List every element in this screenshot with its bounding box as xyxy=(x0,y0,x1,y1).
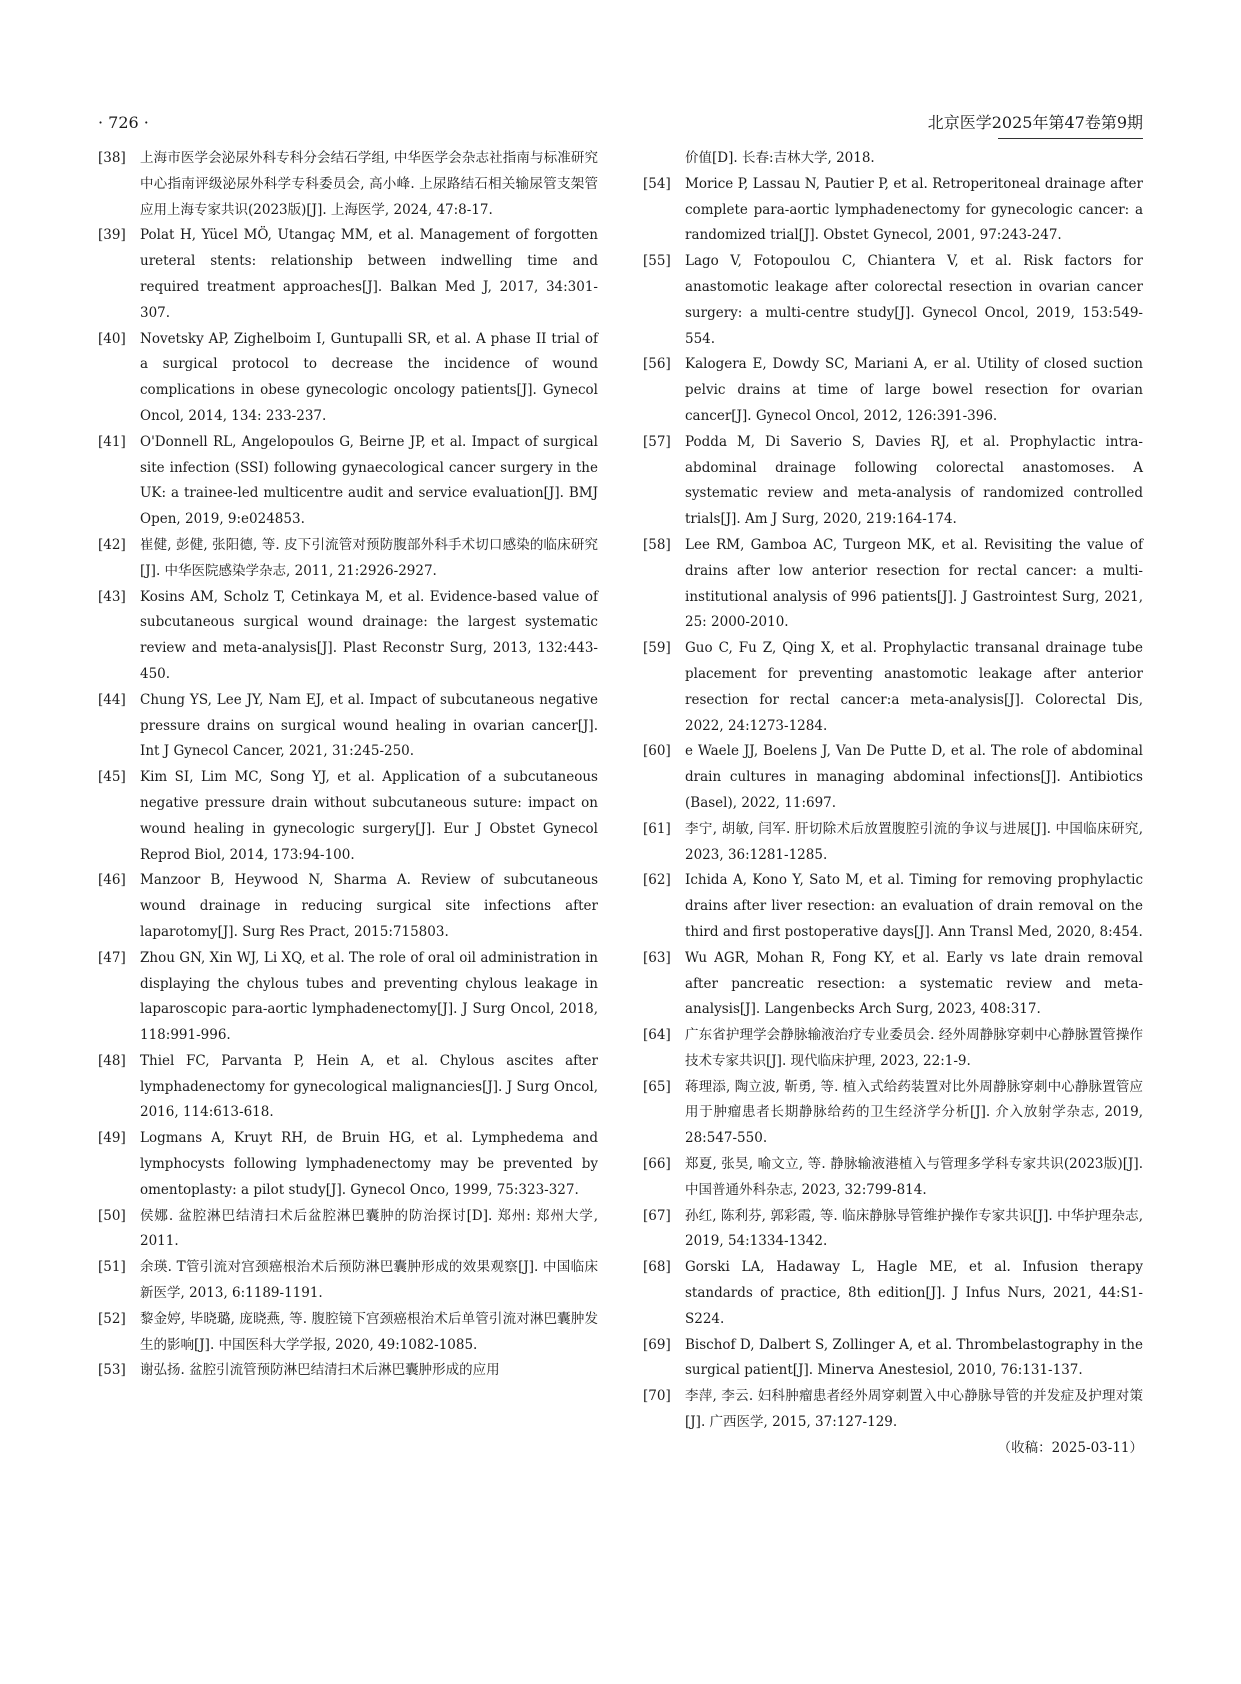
reference-number: [46] xyxy=(98,872,126,889)
reference-text: Podda M, Di Saverio S, Davies RJ, et al. Prophylactic intra-abdominal drainage following colorectal anastomoses. A systematic review and meta-analysis of randomized controlled trials[J]. Am J Surg, 2020, 219:164-174. xyxy=(685,433,1143,528)
reference-item xyxy=(98,946,598,1049)
reference-text: 价值[D]. 长春:吉林大学, 2018. xyxy=(685,150,875,166)
reference-number: [62] xyxy=(643,872,671,889)
reference-number: [59] xyxy=(643,640,671,657)
reference-item xyxy=(643,430,1143,533)
reference-item xyxy=(643,1075,1143,1152)
reference-number: [66] xyxy=(643,1156,671,1173)
reference-number: [53] xyxy=(98,1362,126,1379)
reference-number: [48] xyxy=(98,1052,126,1069)
reference-text: Kosins AM, Scholz T, Cetinkaya M, et al. Evidence-based value of subcutaneous surgical wound drainage: the largest systematic review and meta-analysis[J]. Plast Reconstr Surg, 2013, 132:443-450. xyxy=(140,588,598,682)
reference-text: 上海市医学会泌尿外科专科分会结石学组, 中华医学会杂志社指南与标准研究中心指南评级泌尿外科学专科委员会, 高小峰. 上尿路结石相关输尿管支架管应用上海专家共识(2023版)[J]. 上海医学, 2024, 47:8-17. xyxy=(140,150,598,218)
reference-item xyxy=(98,585,598,688)
reference-item xyxy=(98,430,598,533)
reference-item xyxy=(98,533,598,585)
right-column-references xyxy=(643,146,1143,1462)
reference-text: 谢弘扬. 盆腔引流管预防淋巴结清扫术后淋巴囊肿形成的应用 xyxy=(140,1362,500,1379)
journal-title: 北京医学2025年第47卷第9期 xyxy=(927,113,1143,132)
reference-number: [63] xyxy=(643,949,671,966)
reference-item xyxy=(643,868,1143,945)
reference-number: [70] xyxy=(643,1388,671,1405)
page-number: · 726 · xyxy=(98,113,149,132)
reference-number: [49] xyxy=(98,1130,126,1147)
reference-item xyxy=(98,1204,598,1256)
reference-text: Kalogera E, Dowdy SC, Mariani A, er al. Utility of closed suction pelvic drains at time of large bowel resection for ovarian cancer[J]. Gynecol Oncol, 2012, 126:391-396. xyxy=(685,356,1143,424)
reference-text: e Waele JJ, Boelens J, Van De Putte D, et al. The role of abdominal drain cultures in managing abdominal infections[J]. Antibiotics (Basel), 2022, 11:697. xyxy=(685,743,1143,811)
reference-text: 余瑛. T管引流对宫颈癌根治术后预防淋巴囊肿形成的效果观察[J]. 中国临床新医学, 2013, 6:1189-1191. xyxy=(140,1259,598,1302)
reference-item xyxy=(643,1152,1143,1204)
reference-number: [67] xyxy=(643,1207,671,1224)
reference-text: 侯娜. 盆腔淋巴结清扫术后盆腔淋巴囊肿的防治探讨[D]. 郑州: 郑州大学, 2011. xyxy=(140,1207,598,1250)
reference-item xyxy=(643,249,1143,352)
reference-text: Gorski LA, Hadaway L, Hagle ME, et al. Infusion therapy standards of practice, 8th edition[J]. J Infus Nurs, 2021, 44:S1-S224. xyxy=(685,1259,1143,1327)
reference-text: Wu AGR, Mohan R, Fong KY, et al. Early vs late drain removal after pancreatic resection: a systematic review and meta-analysis[J]. Langenbecks Arch Surg, 2023, 408:317. xyxy=(685,949,1143,1018)
reference-item xyxy=(98,688,598,765)
reference-item xyxy=(643,1333,1143,1385)
reference-number: [40] xyxy=(98,330,126,347)
reference-text: Guo C, Fu Z, Qing X, et al. Prophylactic transanal drainage tube placement for preventing anastomotic leakage after anterior resection for rectal cancer:a meta-analysis[J]. Colorectal Dis, 2022, 24:1273-1284. xyxy=(685,640,1143,734)
reference-text: Lago V, Fotopoulou C, Chiantera V, et al. Risk factors for anastomotic leakage after colorectal resection in ovarian cancer surgery: a multi-centre study[J]. Gynecol Oncol, 2019, 153:549-554. xyxy=(685,253,1143,347)
reference-number: [45] xyxy=(98,769,126,786)
reference-item xyxy=(643,533,1143,636)
reference-text: 崔健, 彭健, 张阳德, 等. 皮下引流管对预防腹部外科手术切口感染的临床研究[J]. 中华医院感染学杂志, 2011, 21:2926-2927. xyxy=(140,536,598,579)
reference-text: Zhou GN, Xin WJ, Li XQ, et al. The role of oral oil administration in displaying the chylous tubes and preventing chylous leakage in laparoscopic para-aortic lymphadenectomy[J]. J Surg Oncol, 2018, 118:991-996. xyxy=(140,949,598,1044)
reference-item xyxy=(643,817,1143,869)
reference-number: [64] xyxy=(643,1027,671,1044)
page-header xyxy=(98,112,1143,140)
reference-number: [56] xyxy=(643,356,671,373)
reference-number: [38] xyxy=(98,150,126,166)
received-date-note: （收稿：2025-03-11） xyxy=(997,1439,1143,1456)
reference-number: [50] xyxy=(98,1207,126,1224)
reference-item xyxy=(98,1358,598,1384)
reference-number: [44] xyxy=(98,691,126,708)
reference-text: 李宁, 胡敏, 闫军. 肝切除术后放置腹腔引流的争议与进展[J]. 中国临床研究, 2023, 36:1281-1285. xyxy=(685,820,1143,863)
reference-text: Thiel FC, Parvanta P, Hein A, et al. Chylous ascites after lymphadenectomy for gynecological malignancies[J]. J Surg Oncol, 2016, 114:613-618. xyxy=(140,1052,598,1121)
reference-item xyxy=(643,1255,1143,1332)
reference-text: 广东省护理学会静脉输液治疗专业委员会. 经外周静脉穿刺中心静脉置管操作技术专家共识[J]. 现代临床护理, 2023, 22:1-9. xyxy=(685,1027,1143,1069)
reference-number: [47] xyxy=(98,949,126,966)
reference-item xyxy=(643,1204,1143,1256)
reference-number: [55] xyxy=(643,253,671,270)
reference-text: Bischof D, Dalbert S, Zollinger A, et al. Thrombelastography in the surgical patient[J]. Minerva Anestesiol, 2010, 76:131-137. xyxy=(685,1336,1143,1379)
reference-item xyxy=(643,739,1143,816)
reference-item xyxy=(643,946,1143,1023)
reference-item xyxy=(643,1384,1143,1436)
reference-text: Lee RM, Gamboa AC, Turgeon MK, et al. Revisiting the value of drains after low anterior resection for rectal cancer: a multi-institutional analysis of 996 patients[J]. J Gastrointest Surg, 2021, 25: 2000-2010. xyxy=(685,536,1143,631)
reference-number: [51] xyxy=(98,1259,126,1276)
reference-item xyxy=(643,1023,1143,1075)
reference-text: 蒋理添, 陶立波, 靳勇, 等. 植入式给药装置对比外周静脉穿刺中心静脉置管应用于肿瘤患者长期静脉给药的卫生经济学分析[J]. 介入放射学杂志, 2019, 28:547-550. xyxy=(685,1078,1143,1147)
reference-text: 孙红, 陈利芬, 郭彩霞, 等. 临床静脉导管维护操作专家共识[J]. 中华护理杂志, 2019, 54:1334-1342. xyxy=(685,1207,1143,1250)
reference-item xyxy=(98,868,598,945)
reference-item xyxy=(98,1049,598,1126)
reference-number: [39] xyxy=(98,227,126,244)
reference-item xyxy=(643,352,1143,429)
reference-text: Polat H, Yücel MÖ, Utangaç MM, et al. Management of forgotten ureteral stents: relationship between indwelling time and required treatment approaches[J]. Balkan Med J, 2017, 34:301-307. xyxy=(140,227,598,321)
reference-number: [69] xyxy=(643,1336,671,1353)
reference-text: Morice P, Lassau N, Pautier P, et al. Retroperitoneal drainage after complete para-aortic lymphadenectomy for gynecologic cancer: a randomized trial[J]. Obstet Gynecol, 2001, 97:243-247. xyxy=(685,175,1143,244)
reference-item xyxy=(98,223,598,326)
reference-item xyxy=(98,1255,598,1307)
reference-number: [57] xyxy=(643,433,671,450)
reference-text: Logmans A, Kruyt RH, de Bruin HG, et al. Lymphedema and lymphocysts following lymphadenectomy may be prevented by omentoplasty: a pilot study[J]. Gynecol Onco, 1999, 75:323-327. xyxy=(140,1130,598,1198)
reference-continuation xyxy=(643,146,1143,172)
reference-number: [60] xyxy=(643,743,671,760)
reference-text: Kim SI, Lim MC, Song YJ, et al. Application of a subcutaneous negative pressure drain without subcutaneous suture: impact on wound healing in gynecologic surgery[J]. Eur J Obstet Gynecol Reprod Biol, 2014, 173:94-100. xyxy=(140,769,598,863)
reference-item xyxy=(643,172,1143,249)
header-rule xyxy=(998,138,1143,139)
reference-text: Novetsky AP, Zighelboim I, Guntupalli SR, et al. A phase II trial of a surgical protocol to decrease the incidence of wound complications in obese gynecologic oncology patients[J]. Gynecol Oncol, 2014, 134: 233-237. xyxy=(140,330,598,424)
reference-item xyxy=(98,765,598,868)
reference-number: [68] xyxy=(643,1259,671,1276)
reference-number: [52] xyxy=(98,1310,126,1327)
reference-number: [42] xyxy=(98,536,126,553)
reference-text: Ichida A, Kono Y, Sato M, et al. Timing for removing prophylactic drains after liver resection: an evaluation of drain removal on the third and first postoperative days[J]. Ann Transl Med, 2020, 8:454. xyxy=(685,872,1143,940)
reference-text: 黎金婷, 毕晓璐, 庞晓燕, 等. 腹腔镜下宫颈癌根治术后单管引流对淋巴囊肿发生的影响[J]. 中国医科大学学报, 2020, 49:1082-1085. xyxy=(140,1310,598,1353)
reference-number: [61] xyxy=(643,820,671,837)
reference-number: [41] xyxy=(98,433,126,450)
reference-text: O'Donnell RL, Angelopoulos G, Beirne JP, et al. Impact of surgical site infection (SSI) following gynaecological cancer surgery in the UK: a trainee-led multicentre audit and service evaluation[J]. BMJ Open, 2019, 9:e024853. xyxy=(140,433,598,528)
reference-text: Chung YS, Lee JY, Nam EJ, et al. Impact of subcutaneous negative pressure drains on surgical wound healing in ovarian cancer[J]. Int J Gynecol Cancer, 2021, 31:245-250. xyxy=(140,691,598,760)
reference-number: [54] xyxy=(643,175,671,192)
reference-item xyxy=(643,636,1143,739)
reference-number: [43] xyxy=(98,588,126,605)
reference-item xyxy=(98,1307,598,1359)
reference-text: 郑夏, 张昊, 喻文立, 等. 静脉输液港植入与管理多学科专家共识(2023版)[J]. 中国普通外科杂志, 2023, 32:799-814. xyxy=(685,1156,1143,1198)
reference-number: [65] xyxy=(643,1078,671,1095)
reference-text: Manzoor B, Heywood N, Sharma A. Review of subcutaneous wound drainage in reducing surgical site infections after laparotomy[J]. Surg Res Pract, 2015:715803. xyxy=(140,872,598,940)
reference-item xyxy=(98,146,598,223)
reference-number: [58] xyxy=(643,536,671,553)
reference-item xyxy=(98,327,598,430)
left-column-references xyxy=(98,146,598,1384)
reference-item xyxy=(98,1126,598,1203)
reference-text: 李萍, 李云. 妇科肿瘤患者经外周穿刺置入中心静脉导管的并发症及护理对策[J]. 广西医学, 2015, 37:127-129. xyxy=(685,1388,1143,1431)
